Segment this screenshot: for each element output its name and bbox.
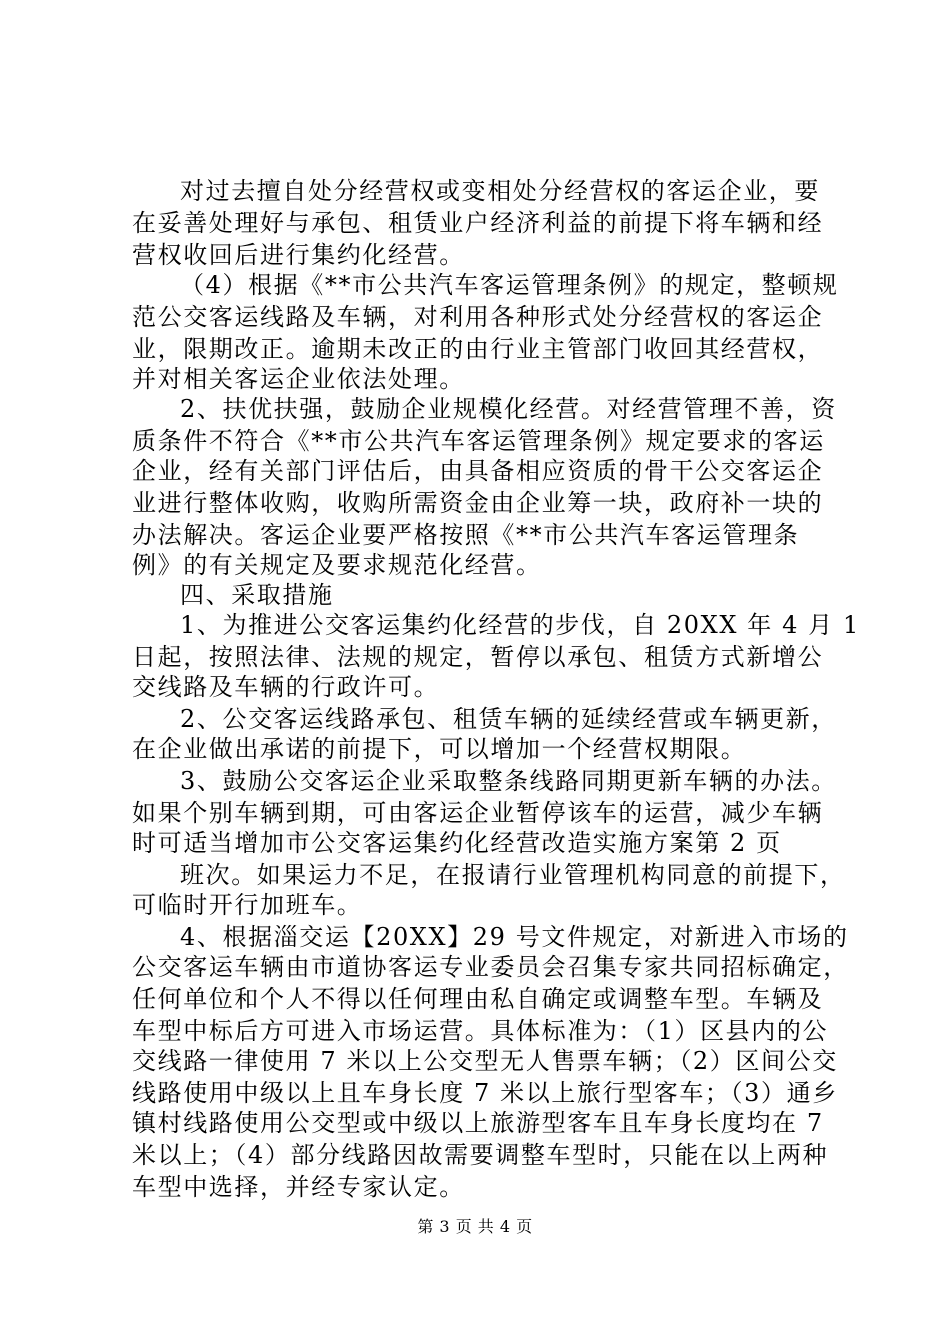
paragraph-line: 3、鼓励公交客运企业采取整条线路同期更新车辆的办法。 [180,767,837,795]
paragraph-line: 业进行整体收购，收购所需资金由企业筹一块，政府补一块的 [132,489,824,517]
paragraph-line: 交线路一律使用 7 米以上公交型无人售票车辆；（2）区间公交 [132,1047,838,1075]
paragraph-line: 2、扶优扶强，鼓励企业规模化经营。对经营管理不善，资 [180,395,837,423]
paragraph-line: 例》的有关规定及要求规范化经营。 [132,551,542,579]
paragraph-line: 对过去擅自处分经营权或变相处分经营权的客运企业，要 [180,177,820,205]
paragraph-line: 车型中标后方可进入市场运营。具体标准为：（1）区县内的公 [132,1017,829,1045]
paragraph-line: 班次。如果运力不足，在报请行业管理机构同意的前提下， [180,861,846,889]
paragraph-line: 线路使用中级以上且车身长度 7 米以上旅行型客车；（3）通乡 [132,1079,838,1107]
paragraph-line: 日起，按照法律、法规的规定，暂停以承包、租赁方式新增公 [132,643,824,671]
paragraph-line: 质条件不符合《**市公共汽车客运管理条例》规定要求的客运 [132,427,825,455]
paragraph-line: 镇村线路使用公交型或中级以上旅游型客车且车身长度均在 7 [132,1109,824,1137]
paragraph-line: 交线路及车辆的行政许可。 [132,673,440,701]
paragraph-line: 在企业做出承诺的前提下，可以增加一个经营权期限。 [132,735,747,763]
paragraph-line: 任何单位和个人不得以任何理由私自确定或调整车型。车辆及 [132,985,824,1013]
paragraph-line: 范公交客运线路及车辆，对利用各种形式处分经营权的客运企 [132,303,824,331]
paragraph-line: 业，限期改正。逾期未改正的由行业主管部门收回其经营权， [132,335,824,363]
paragraph-line: 1、为推进公交客运集约化经营的步伐，自 20XX 年 4 月 1 [180,611,860,639]
paragraph-line: 可临时开行加班车。 [132,891,363,919]
paragraph-line: 在妥善处理好与承包、租赁业户经济利益的前提下将车辆和经 [132,209,824,237]
paragraph-line: 时可适当增加市公交客运集约化经营改造实施方案第 2 页 [132,829,782,857]
section-heading: 四、采取措施 [180,581,334,609]
paragraph-line: （4）根据《**市公共汽车客运管理条例》的规定，整顿规 [180,271,839,299]
paragraph-line: 公交客运车辆由市道协客运专业委员会召集专家共同招标确定， [132,953,849,981]
paragraph-line: 办法解决。客运企业要严格按照《**市公共汽车客运管理条 [132,521,800,549]
paragraph-line: 车型中选择，并经专家认定。 [132,1173,465,1201]
paragraph-line: 营权收回后进行集约化经营。 [132,241,465,269]
paragraph-line: 2、公交客运线路承包、租赁车辆的延续经营或车辆更新， [180,705,837,733]
paragraph-line: 4、根据淄交运【20XX】29 号文件规定，对新进入市场的 [180,923,849,951]
paragraph-line: 企业，经有关部门评估后，由具备相应资质的骨干公交客运企 [132,457,824,485]
paragraph-line: 如果个别车辆到期，可由客运企业暂停该车的运营，减少车辆 [132,799,824,827]
paragraph-line: 米以上；（4）部分线路因故需要调整车型时，只能在以上两种 [132,1141,829,1169]
paragraph-line: 并对相关客运企业依法处理。 [132,365,465,393]
page-number-footer: 第 3 页 共 4 页 [417,1217,533,1236]
